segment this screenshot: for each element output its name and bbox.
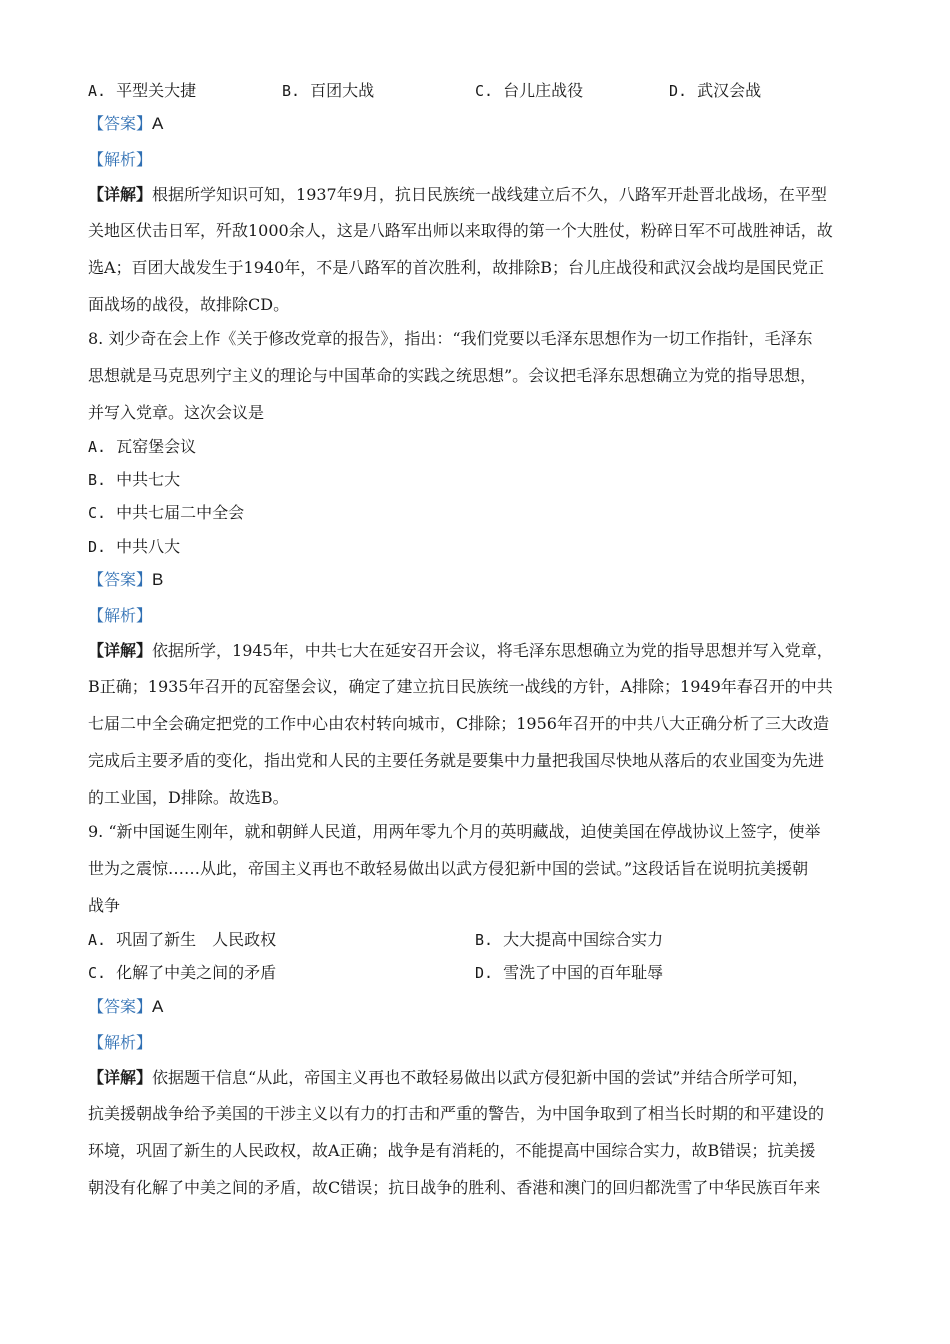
- q9-option-a: [88, 930, 276, 950]
- option-letter: C.: [475, 82, 494, 100]
- q7-detail-line-3: 选A；百团大战发生于1940年，不是八路军的首次胜利，故排除B；台儿庄战役和武汉会战均是国民党正: [88, 258, 825, 277]
- q7-detail-line-4: 面战场的战役，故排除CD。: [88, 295, 290, 314]
- q7-option-a: [88, 81, 196, 101]
- q8-detail-line-2: B正确；1935年召开的瓦窑堡会议，确定了建立抗日民族统一战线的方针，A排除；1949年春召开的中共: [88, 677, 833, 696]
- option-letter: A.: [88, 438, 107, 456]
- option-text: 中共七届二中全会: [116, 503, 245, 522]
- option-text: 台儿庄战役: [503, 81, 584, 100]
- option-letter: B.: [282, 82, 301, 100]
- detail-text: 依据题干信息“从此，帝国主义再也不敢轻易做出以武方侵犯新中国的尝试”并结合所学可知，: [152, 1068, 809, 1087]
- option-text: 平型关大捷: [116, 81, 197, 100]
- q9-answer: [88, 997, 163, 1017]
- q8-detail-line-4: 完成后主要矛盾的变化，指出党和人民的主要任务就是要集中力量把我国尽快地从落后的农业国变为先进: [88, 751, 825, 770]
- option-letter: B.: [88, 471, 107, 489]
- q8-option-d: [88, 537, 180, 557]
- q7-detail-line-1: [88, 185, 827, 205]
- q9-analysis-tag: [88, 1033, 152, 1053]
- q9-option-c: [88, 963, 276, 983]
- q9-option-b: [475, 930, 663, 950]
- detail-text: 根据所学知识可知，1937年9月，抗日民族统一战线建立后不久，八路军开赴晋北战场，在平型: [152, 185, 827, 204]
- option-letter: D.: [475, 964, 494, 982]
- q9-detail-line-1: [88, 1068, 808, 1088]
- q8-option-b: [88, 470, 180, 490]
- q9-stem-line-3: 战争: [88, 896, 121, 915]
- option-text: 百团大战: [310, 81, 375, 100]
- q7-detail-line-2: 关地区伏击日军，歼敌1000余人，这是八路军出师以来取得的第一个大胜仗，粉碎日军不可战胜神话，故: [88, 221, 833, 240]
- option-text: 化解了中美之间的矛盾: [116, 963, 277, 982]
- option-letter: B.: [475, 931, 494, 949]
- q8-analysis-tag: [88, 606, 152, 626]
- q8-detail-line-1: [88, 641, 833, 661]
- option-letter: D.: [88, 538, 107, 556]
- q7-option-d: [669, 81, 761, 101]
- option-letter: C.: [88, 964, 107, 982]
- detail-tag: 【详解】: [88, 185, 153, 204]
- option-text: 雪洗了中国的百年耻辱: [503, 963, 664, 982]
- analysis-tag: 【解析】: [88, 150, 153, 169]
- option-letter: A.: [88, 931, 107, 949]
- analysis-tag: 【解析】: [88, 606, 153, 625]
- q8-detail-line-3: 七届二中全会确定把党的工作中心由农村转向城市，C排除；1956年召开的中共八大正确分析了三大改造: [88, 714, 829, 733]
- detail-tag: 【详解】: [88, 641, 153, 660]
- answer-tag: 【答案】: [88, 570, 153, 589]
- q9-detail-line-4: 朝没有化解了中美之间的矛盾，故C错误；抗日战争的胜利、香港和澳门的回归都洗雪了中华民族百年来: [88, 1178, 821, 1197]
- option-text: 中共七大: [116, 470, 181, 489]
- option-text: 武汉会战: [697, 81, 762, 100]
- option-text: 中共八大: [116, 537, 181, 556]
- q8-option-c: [88, 503, 244, 523]
- q9-option-d: [475, 963, 663, 983]
- q9-detail-line-2: 抗美援朝战争给予美国的干涉主义以有力的打击和严重的警告，为中国争取到了相当长时期的和平建设的: [88, 1104, 825, 1123]
- answer-value: B: [152, 570, 164, 589]
- detail-text: 依据所学，1945年，中共七大在延安召开会议，将毛泽东思想确立为党的指导思想并写入党章，: [152, 641, 833, 660]
- q8-stem-line-1: 8. 刘少奇在会上作《关于修改党章的报告》，指出：“我们党要以毛泽东思想作为一切工作指针，毛泽东: [88, 329, 813, 348]
- answer-tag: 【答案】: [88, 114, 153, 133]
- q7-answer: [88, 114, 163, 134]
- q7-option-c: [475, 81, 583, 101]
- q8-stem-line-2: 思想就是马克思列宁主义的理论与中国革命的实践之统思想”。会议把毛泽东思想确立为党的指导思想，: [88, 366, 817, 385]
- option-letter: C.: [88, 504, 107, 522]
- answer-value: A: [152, 114, 164, 133]
- detail-tag: 【详解】: [88, 1068, 153, 1087]
- option-text: 大大提高中国综合实力: [503, 930, 664, 949]
- answer-value: A: [152, 997, 164, 1016]
- q9-detail-line-3: 环境，巩固了新生的人民政权，故A正确；战争是有消耗的，不能提高中国综合实力，故B错误；抗美援: [88, 1141, 816, 1160]
- q8-answer: [88, 570, 163, 590]
- answer-tag: 【答案】: [88, 997, 153, 1016]
- option-text: 瓦窑堡会议: [116, 437, 197, 456]
- q7-option-b: [282, 81, 374, 101]
- q8-detail-line-5: 的工业国，D排除。故选B。: [88, 788, 289, 807]
- analysis-tag: 【解析】: [88, 1033, 153, 1052]
- q8-stem-line-3: 并写入党章。这次会议是: [88, 403, 265, 422]
- q8-option-a: [88, 437, 196, 457]
- q7-analysis-tag: [88, 150, 152, 170]
- option-letter: D.: [669, 82, 688, 100]
- option-text: 巩固了新生 人民政权: [116, 930, 277, 949]
- q9-stem-line-1: 9. “新中国诞生刚年，就和朝鲜人民道，用两年零九个月的英明藏战，迫使美国在停战协议上签字，使举: [88, 822, 821, 841]
- option-letter: A.: [88, 82, 107, 100]
- q9-stem-line-2: 世为之震惊……从此，帝国主义再也不敢轻易做出以武方侵犯新中国的尝试。”这段话旨在说明抗美援朝: [88, 859, 809, 878]
